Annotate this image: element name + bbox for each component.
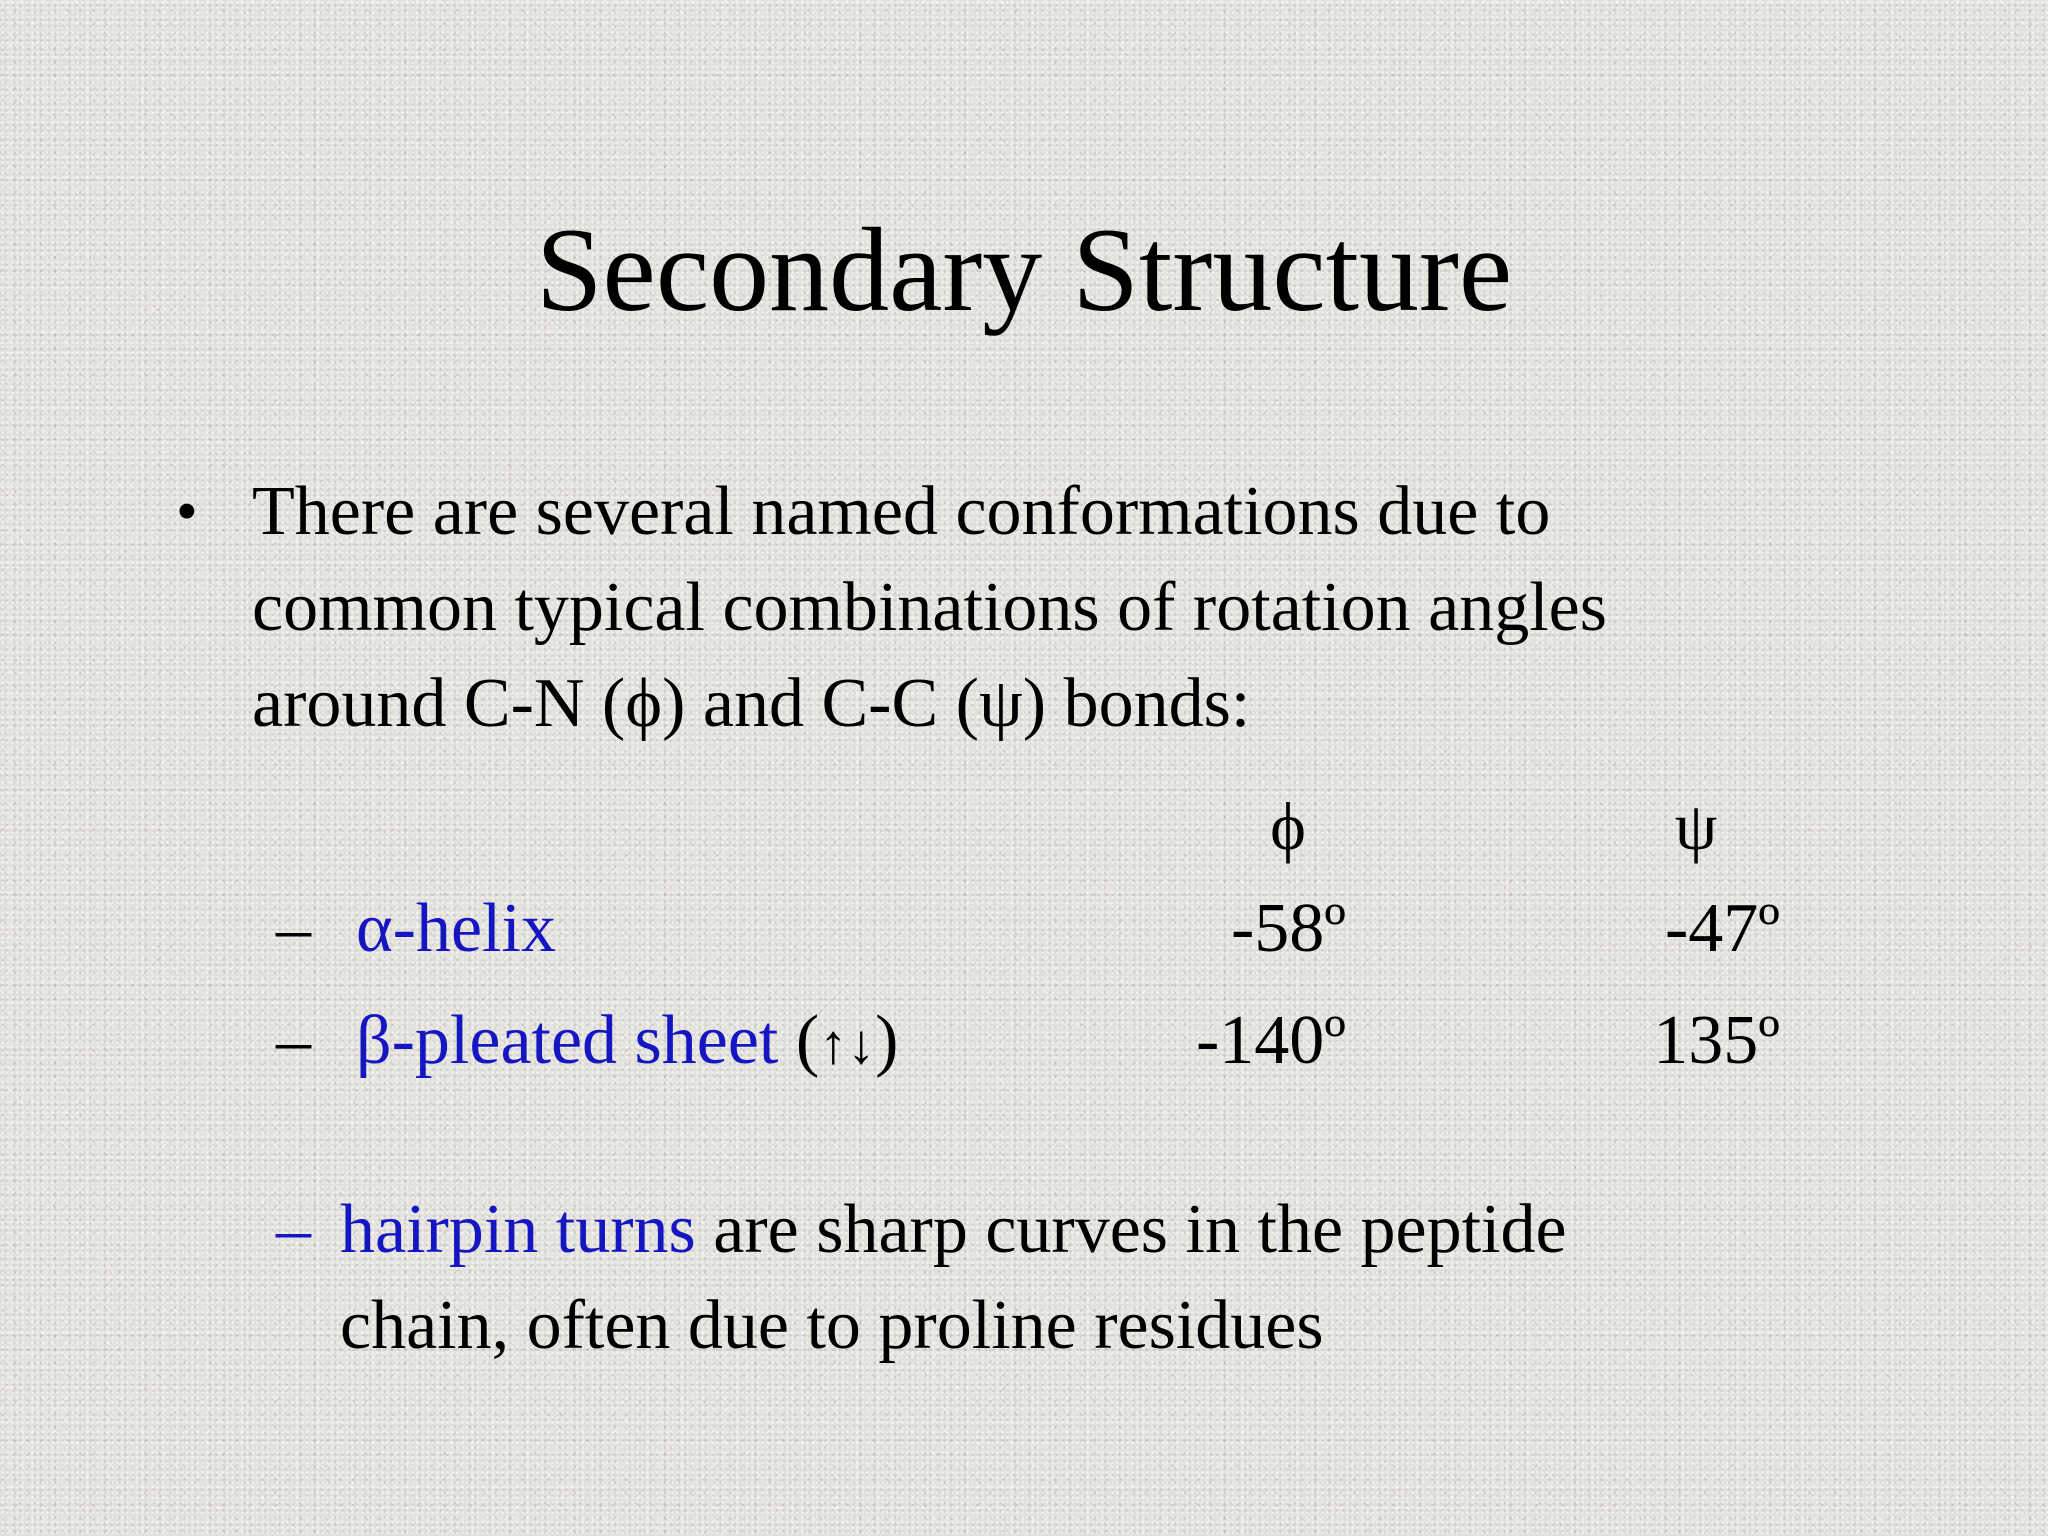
hairpin-dash: –: [276, 1191, 311, 1268]
antiparallel-arrows-icon: ↑↓: [819, 1014, 876, 1076]
phi-column-header: ϕ: [1270, 788, 1306, 864]
slide-title: Secondary Structure: [535, 203, 1513, 336]
bullet-line: There are several named conformations due to: [252, 473, 1551, 550]
row-suffix-open: (: [778, 1002, 820, 1079]
row-label: [356, 874, 556, 984]
psi-value: -47º: [1664, 890, 1780, 967]
bullet-line: around C-N (ϕ) and C-C (ψ) bonds:: [252, 665, 1251, 742]
phi-value: -140º: [1195, 1002, 1346, 1079]
table-row: [0, 986, 2048, 1096]
hairpin-term: hairpin turns: [340, 1191, 696, 1268]
table-row: [0, 874, 2048, 984]
bullet-marker: •: [176, 478, 198, 546]
hairpin-text: [340, 1182, 1567, 1374]
conformation-name: α-helix: [356, 890, 556, 967]
hairpin-line1-rest: are sharp curves in the peptide: [695, 1191, 1567, 1268]
hairpin-line: [340, 1182, 1567, 1278]
bullet-line: common typical combinations of rotation angles: [252, 569, 1607, 646]
phi-value: -58º: [1230, 890, 1346, 967]
psi-column-header: ψ: [1674, 788, 1718, 864]
row-dash: –: [276, 1002, 311, 1079]
hairpin-line: chain, often due to proline residues: [340, 1287, 1324, 1364]
row-label: [356, 986, 898, 1100]
row-dash: –: [276, 890, 311, 967]
bullet-text: [252, 464, 1892, 752]
row-suffix-close: ): [875, 1002, 899, 1079]
conformation-name: β-pleated sheet: [356, 1002, 779, 1079]
psi-value: 135º: [1653, 1002, 1780, 1079]
